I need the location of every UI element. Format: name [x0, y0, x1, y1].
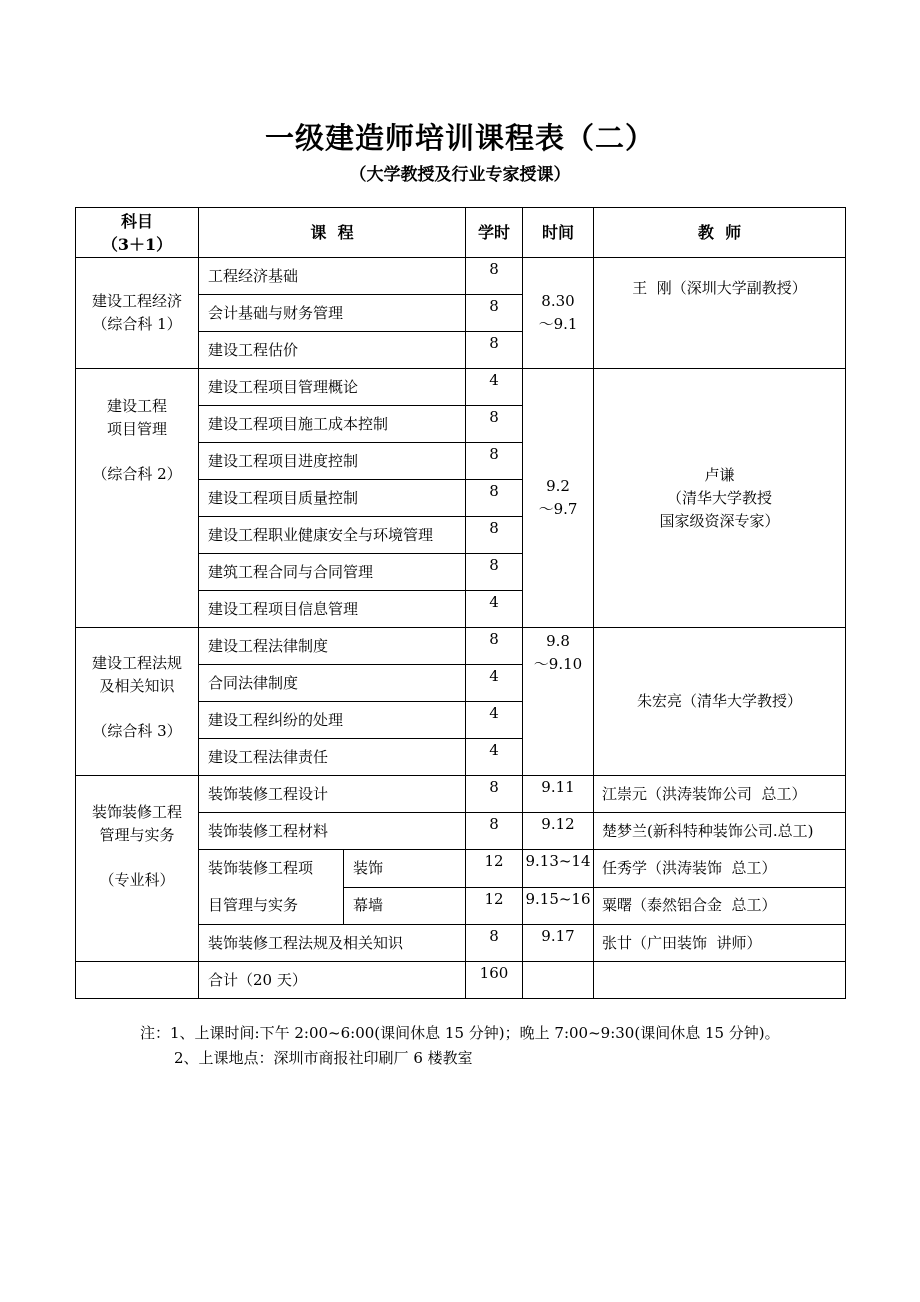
time-cell: 9.13~14 [523, 850, 594, 888]
hours-cell: 12 [466, 887, 523, 925]
hours-cell: 4 [466, 702, 523, 739]
total-hours: 160 [466, 962, 523, 999]
time-cell: 8.30 ～9.1 [523, 258, 594, 369]
course-cell: 建设工程项目信息管理 [199, 591, 466, 628]
header-hours: 学时 [466, 208, 523, 258]
note-line-1: 注：1、上课时间:下午 2:00~6:00(课间休息 15 分钟)；晚上 7:00~9:30(课间休息 15 分钟)。 [140, 1024, 780, 1042]
header-subject: 科目 （3＋1） [76, 208, 199, 258]
teacher-cell: 任秀学（洪涛装饰 总工） [594, 850, 846, 888]
subject-cell: 建设工程 项目管理 （综合科 2） [76, 369, 199, 628]
course-cell: 工程经济基础 [199, 258, 466, 295]
hours-cell: 8 [466, 628, 523, 665]
hours-cell: 8 [466, 925, 523, 962]
header-time: 时间 [523, 208, 594, 258]
hours-cell: 8 [466, 443, 523, 480]
teacher-cell: 楚梦兰(新科特种装饰公司.总工) [594, 813, 846, 850]
teacher-cell: 卢谦 （清华大学教授 国家级资深专家） [594, 369, 846, 628]
sub-course-cell: 装饰 [344, 850, 466, 888]
course-cell: 建设工程项目质量控制 [199, 480, 466, 517]
note-line-2: 2、上课地点：深圳市商报社印刷厂 6 楼教室 [174, 1049, 473, 1067]
course-cell: 装饰装修工程项 目管理与实务 [199, 850, 344, 925]
course-cell: 建设工程职业健康安全与环境管理 [199, 517, 466, 554]
subject-cell: 建设工程法规 及相关知识 （综合科 3） [76, 628, 199, 776]
hours-cell: 8 [466, 517, 523, 554]
time-cell: 9.11 [523, 776, 594, 813]
schedule-table [75, 207, 846, 999]
hours-cell: 8 [466, 554, 523, 591]
course-cell: 建设工程项目施工成本控制 [199, 406, 466, 443]
hours-cell: 8 [466, 406, 523, 443]
total-teacher-empty [594, 962, 846, 999]
subject-cell: 装饰装修工程 管理与实务 （专业科） [76, 776, 199, 962]
course-cell: 建设工程项目进度控制 [199, 443, 466, 480]
hours-cell: 8 [466, 813, 523, 850]
time-cell: 9.15~16 [523, 887, 594, 925]
sub-course-cell: 幕墙 [344, 887, 466, 925]
hours-cell: 4 [466, 665, 523, 702]
teacher-cell: 张廿（广田装饰 讲师） [594, 925, 846, 962]
course-cell: 建设工程项目管理概论 [199, 369, 466, 406]
course-cell: 建设工程纠纷的处理 [199, 702, 466, 739]
hours-cell: 4 [466, 739, 523, 776]
hours-cell: 8 [466, 295, 523, 332]
page-subtitle: （大学教授及行业专家授课） [349, 165, 571, 185]
table-row [76, 258, 846, 295]
header-row [76, 208, 846, 258]
hours-cell: 8 [466, 480, 523, 517]
course-cell: 合同法律制度 [199, 665, 466, 702]
hours-cell: 12 [466, 850, 523, 888]
course-cell: 建设工程估价 [199, 332, 466, 369]
table-row [76, 369, 846, 406]
hours-cell: 8 [466, 258, 523, 295]
course-cell: 建筑工程合同与合同管理 [199, 554, 466, 591]
table-row [76, 776, 846, 813]
course-cell: 装饰装修工程法规及相关知识 [199, 925, 466, 962]
notes [140, 1021, 780, 1071]
table-row [76, 628, 846, 665]
header-course: 课 程 [199, 208, 466, 258]
hours-cell: 8 [466, 332, 523, 369]
course-cell: 建设工程法律责任 [199, 739, 466, 776]
course-cell: 会计基础与财务管理 [199, 295, 466, 332]
teacher-cell: 江崇元（洪涛装饰公司 总工） [594, 776, 846, 813]
hours-cell: 4 [466, 591, 523, 628]
total-label: 合计（20 天） [199, 962, 466, 999]
time-cell: 9.17 [523, 925, 594, 962]
subject-cell: 建设工程经济 （综合科 1） [76, 258, 199, 369]
course-cell: 建设工程法律制度 [199, 628, 466, 665]
total-row [76, 962, 846, 999]
teacher-cell: 粟曙（泰然铝合金 总工） [594, 887, 846, 925]
header-teacher: 教 师 [594, 208, 846, 258]
teacher-cell: 朱宏亮（清华大学教授） [594, 628, 846, 776]
teacher-cell: 王 刚（深圳大学副教授） [594, 258, 846, 369]
hours-cell: 4 [466, 369, 523, 406]
time-cell: 9.8 ～9.10 [523, 628, 594, 776]
course-cell: 装饰装修工程设计 [199, 776, 466, 813]
hours-cell: 8 [466, 776, 523, 813]
course-cell: 装饰装修工程材料 [199, 813, 466, 850]
total-empty-cell [76, 962, 199, 999]
total-time-empty [523, 962, 594, 999]
time-cell: 9.2 ～9.7 [523, 369, 594, 628]
time-cell: 9.12 [523, 813, 594, 850]
page-title: 一级建造师培训课程表（二） [264, 121, 655, 155]
